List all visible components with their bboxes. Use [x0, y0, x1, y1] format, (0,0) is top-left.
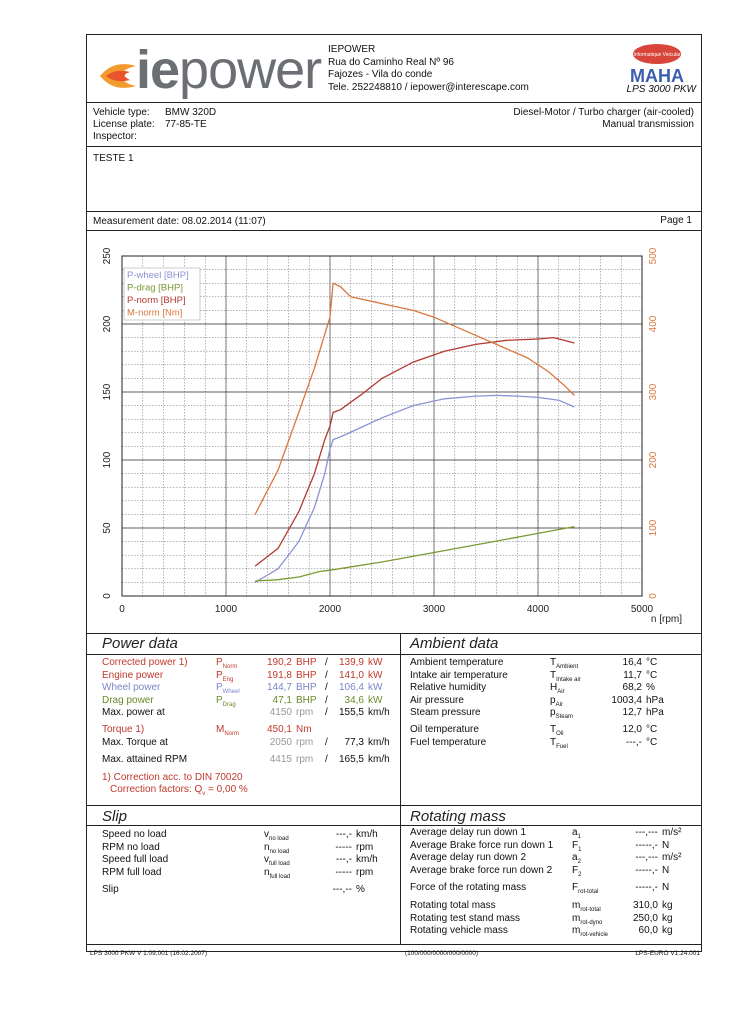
ambient-row-value: ---,- — [625, 736, 642, 748]
rotating-row-label: Rotating total mass — [410, 899, 496, 911]
power-unit: Nm — [296, 723, 312, 735]
rotating-row-value: 310,0 — [632, 899, 658, 911]
power-unit: BHP — [296, 682, 317, 694]
symbol-subscript: 1 — [578, 846, 582, 853]
legend-entry: P-norm [BHP] — [127, 295, 186, 306]
slip-row — [102, 842, 398, 855]
ambient-row — [410, 724, 700, 737]
power-value-2: 34,6 — [344, 694, 364, 706]
power-value: 4150 — [269, 707, 292, 719]
lps-label: LPS 3000 PKW — [626, 84, 696, 95]
symbol: $n_{no load}$ — [264, 841, 290, 855]
legend-entry: P-drag [BHP] — [127, 282, 183, 294]
power-label: Max. Torque at — [102, 736, 168, 748]
power-torque-chart — [86, 232, 702, 632]
separator: / — [325, 754, 328, 766]
slip-row-unit: % — [356, 884, 365, 896]
power-unit-2: kW — [368, 657, 383, 668]
power-label: Torque 1) — [102, 723, 145, 735]
ambient-row-label: Oil temperature — [410, 723, 479, 735]
divider — [86, 825, 702, 826]
iepower-logo — [96, 42, 326, 102]
ambient-row-unit: °C — [646, 669, 658, 681]
power-unit-2: kW — [368, 669, 383, 681]
power-unit: rpm — [296, 707, 314, 719]
slip-row-label: Slip — [102, 884, 119, 896]
symbol: $p_{Air}$ — [550, 694, 563, 708]
power-value-2: 141,0 — [338, 669, 364, 681]
symbol-subscript: full load — [269, 873, 291, 880]
ambient-row — [410, 682, 700, 695]
symbol: $M_{Norm}$ — [216, 723, 240, 737]
correction-factor — [102, 784, 398, 797]
slip-title: Slip — [102, 808, 128, 825]
power-value: 144,7 — [266, 682, 292, 694]
power-value: 190,2 — [266, 657, 292, 668]
power-unit-2: kW — [368, 694, 383, 706]
x-tick-label: 1000 — [214, 604, 238, 615]
ambient-row-value: 1003,4 — [611, 694, 642, 706]
company-contact: Tele. 252248810 / iepower@interescape.com — [328, 81, 529, 93]
symbol-subscript: Ambient — [556, 664, 579, 670]
ambient-row-unit: hPa — [646, 707, 664, 719]
ambient-row-label: Steam pressure — [410, 707, 481, 719]
symbol: $P_{Wheel}$ — [216, 682, 240, 696]
symbol-subscript: Fuel — [556, 743, 568, 750]
slip-row-unit: rpm — [356, 841, 374, 853]
rotating-row-value: ---,--- — [635, 827, 658, 838]
symbol: $T_{Intake air}$ — [550, 669, 581, 683]
rotating-mass-table — [410, 827, 700, 938]
symbol: $F_{rot-total}$ — [572, 882, 599, 896]
power-value: 2050 — [269, 736, 292, 748]
test-name: TESTE 1 — [93, 153, 134, 164]
divider — [86, 805, 702, 806]
power-row — [102, 737, 398, 750]
ambient-row — [410, 670, 700, 683]
symbol: $H_{Air}$ — [550, 682, 565, 696]
symbol: $F_1$ — [572, 839, 582, 853]
correction-note-text: 1) Correction acc. to DIN 70020 — [102, 771, 243, 783]
power-value-2: 106,4 — [338, 682, 364, 694]
slip-row-value: ---,- — [335, 854, 352, 866]
rotating-row-unit: N — [662, 839, 670, 851]
rotating-row-value: -----,- — [635, 882, 658, 894]
y-left-tick-label: 50 — [102, 522, 113, 534]
rotating-row-value: 60,0 — [638, 925, 658, 937]
power-row — [102, 682, 398, 695]
symbol: $T_{Oil}$ — [550, 723, 564, 737]
company-address2: Fajozes - Vila do conde — [328, 69, 433, 80]
slip-row-value: ---,- — [335, 829, 352, 840]
correction-factor-text: Correction factors: $Q_v = 0,00$ % — [110, 784, 248, 798]
rotating-row-unit: m/s² — [662, 827, 682, 838]
x-tick-label: 2000 — [318, 604, 342, 615]
series-line — [255, 527, 574, 581]
symbol-subscript: Air — [555, 701, 563, 708]
legend-entry: M-norm [Nm] — [127, 307, 183, 319]
correction-factor-sub: v — [202, 791, 206, 798]
maha-wordmark: MAHA — [630, 66, 684, 86]
symbol: $a_2$ — [572, 852, 581, 866]
power-unit-2: km/h — [368, 707, 390, 719]
symbol-subscript: Air — [557, 689, 565, 696]
rotating-row-unit: kg — [662, 925, 673, 937]
company-info — [328, 44, 529, 94]
ambient-data-title: Ambient data — [410, 635, 499, 652]
flame-icon — [96, 54, 138, 94]
ambient-row — [410, 695, 700, 708]
logo-wordmark: iepower — [136, 40, 322, 100]
ambient-data-table — [410, 657, 700, 749]
measurement-date: Measurement date: 08.02.2014 (11:07) — [93, 216, 266, 227]
power-unit: BHP — [296, 694, 317, 706]
rotating-row — [410, 913, 700, 926]
power-unit-2: kW — [368, 682, 383, 694]
footer-right: LPS-EURO V1.24.001 — [635, 950, 700, 957]
page-number: Page 1 — [660, 215, 692, 226]
slip-row-unit: rpm — [356, 866, 374, 878]
power-unit: BHP — [296, 669, 317, 681]
slip-row — [102, 867, 398, 880]
ambient-row-unit: °C — [646, 657, 658, 668]
divider — [86, 102, 702, 103]
y-right-tick-label: 200 — [648, 451, 659, 469]
symbol-subscript: Oil — [556, 730, 564, 737]
separator: / — [325, 657, 328, 668]
ambient-row — [410, 707, 700, 720]
symbol-subscript: Drag — [222, 701, 236, 708]
footer-center: (100/000/0000/000/0000) — [405, 950, 479, 957]
rotating-row — [410, 882, 700, 895]
divider — [400, 805, 401, 945]
power-row — [102, 657, 398, 670]
x-tick-label: 5000 — [630, 604, 654, 615]
vehicle-info — [93, 107, 216, 143]
rotating-row — [410, 840, 700, 853]
rotating-row-unit: m/s² — [662, 852, 682, 864]
symbol-subscript: Eng — [222, 676, 234, 683]
x-axis-label: n [rpm] — [650, 614, 682, 625]
slip-row-label: RPM full load — [102, 866, 162, 878]
rotating-row-label: Average delay run down 2 — [410, 852, 527, 864]
symbol-subscript: rot-total — [580, 906, 601, 913]
correction-note — [102, 772, 398, 785]
rotating-row-label: Rotating test stand mass — [410, 912, 521, 924]
divider — [86, 146, 702, 147]
symbol-subscript: full load — [269, 861, 290, 868]
symbol-subscript: Wheel — [222, 689, 240, 696]
rotating-row-unit: kg — [662, 912, 673, 924]
divider — [86, 654, 702, 655]
y-left-tick-label: 100 — [102, 451, 113, 469]
slip-row-value: ----- — [335, 866, 352, 878]
slip-row-value: ----- — [335, 841, 352, 853]
symbol: $F_2$ — [572, 864, 582, 878]
power-unit: rpm — [296, 736, 314, 748]
symbol-subscript: Intake air — [556, 676, 581, 683]
ambient-row-label: Ambient temperature — [410, 657, 504, 668]
footer-left: LPS 3000 PKW V 1.09.001 (16.02.2007) — [90, 950, 208, 957]
x-tick-label: 0 — [119, 604, 125, 615]
slip-row — [102, 829, 398, 842]
vehicle-type-label: Vehicle type: — [93, 107, 150, 118]
symbol-subscript: 2 — [578, 871, 582, 878]
engine-info — [513, 107, 694, 131]
ambient-row-value: 12,0 — [622, 723, 642, 735]
slip-row-label: RPM no load — [102, 841, 160, 853]
ambient-row-value: 11,7 — [623, 669, 642, 681]
ambient-row-unit: °C — [646, 736, 658, 748]
power-value: 4415 — [269, 754, 292, 766]
separator: / — [325, 669, 328, 681]
power-value-2: 139,9 — [338, 657, 364, 668]
rotating-row-label: Average brake force run down 2 — [410, 864, 553, 876]
company-name: IEPOWER — [328, 44, 376, 55]
rotating-row-label: Average delay run down 1 — [410, 827, 527, 838]
power-data-title: Power data — [102, 635, 178, 652]
rotating-row — [410, 900, 700, 913]
series-line — [255, 395, 574, 582]
power-label: Engine power — [102, 669, 164, 681]
rotating-row — [410, 865, 700, 878]
power-label: Corrected power 1) — [102, 657, 188, 668]
ambient-row-label: Air pressure — [410, 694, 464, 706]
symbol: $a_1$ — [572, 827, 581, 840]
power-label: Max. power at — [102, 707, 165, 719]
license-plate-label: License plate: — [93, 119, 155, 130]
slip-row-label: Speed full load — [102, 854, 169, 866]
y-left-tick-label: 150 — [102, 383, 113, 401]
y-left-tick-label: 250 — [102, 247, 113, 265]
symbol: $m_{rot-total}$ — [572, 899, 601, 913]
symbol-subscript: Steam — [555, 714, 573, 721]
rotating-row-value: -----,- — [635, 864, 658, 876]
symbol: $P_{Eng}$ — [216, 669, 234, 683]
divider — [86, 633, 702, 634]
inspector-label: Inspector: — [93, 131, 137, 142]
rotating-row — [410, 852, 700, 865]
series-line — [255, 283, 574, 514]
ambient-row-value: 16,4 — [622, 657, 642, 668]
company-address1: Rua do Caminho Real Nº 96 — [328, 56, 454, 68]
power-unit-2: km/h — [368, 736, 390, 748]
y-right-tick-label: 500 — [648, 247, 659, 265]
power-data-table — [102, 657, 398, 797]
rotating-row-unit: N — [662, 882, 670, 894]
slip-row-unit: km/h — [356, 854, 378, 866]
rotating-row — [410, 827, 700, 840]
symbol-subscript: rot-vehicle — [580, 932, 609, 939]
power-value-2: 165,5 — [338, 754, 364, 766]
power-label: Max. attained RPM — [102, 754, 188, 766]
y-left-tick-label: 0 — [102, 593, 113, 599]
power-unit-2: km/h — [368, 754, 390, 766]
ambient-row-label: Intake air temperature — [410, 669, 508, 681]
symbol-subscript: Norm — [222, 664, 238, 670]
rotating-row-unit: N — [662, 864, 670, 876]
divider — [86, 944, 702, 945]
rotating-row-value: ---,--- — [635, 852, 658, 864]
ambient-row — [410, 657, 700, 670]
power-value: 47,1 — [272, 694, 292, 706]
transmission-type: Manual transmission — [602, 119, 694, 130]
rotating-mass-title: Rotating mass — [410, 808, 506, 825]
vehicle-type-value: BMW 320D — [165, 107, 217, 118]
power-row — [102, 670, 398, 683]
y-right-tick-label: 100 — [648, 519, 659, 537]
rotating-row-unit: kg — [662, 899, 673, 911]
power-row — [102, 754, 398, 767]
ambient-row-label: Relative humidity — [410, 682, 487, 694]
slip-table — [102, 829, 398, 897]
legend-entry: P-wheel [BHP] — [127, 270, 189, 281]
power-row — [102, 707, 398, 720]
ambient-row-unit: % — [646, 682, 655, 694]
symbol: $m_{rot-vehicle}$ — [572, 925, 609, 939]
symbol: $v_{no load}$ — [264, 829, 289, 842]
symbol-subscript: 1 — [577, 834, 581, 840]
y-left-tick-label: 200 — [102, 315, 113, 333]
ambient-row-value: 12,7 — [622, 707, 642, 719]
symbol-subscript: no load — [269, 848, 290, 855]
power-value: 191,8 — [266, 669, 292, 681]
separator: / — [325, 682, 328, 694]
slip-row — [102, 884, 398, 897]
engine-type: Diesel-Motor / Turbo charger (air-cooled) — [513, 107, 694, 118]
rotating-row-label: Force of the rotating mass — [410, 882, 527, 894]
symbol: $m_{rot-dyno}$ — [572, 912, 603, 926]
ambient-row-unit: °C — [646, 723, 658, 735]
symbol-subscript: no load — [269, 836, 289, 842]
power-unit: rpm — [296, 754, 314, 766]
separator: / — [325, 694, 328, 706]
symbol-subscript: 2 — [577, 859, 581, 866]
power-row — [102, 695, 398, 708]
y-right-tick-label: 0 — [648, 593, 659, 599]
separator: / — [325, 707, 328, 719]
power-label: Wheel power — [102, 682, 161, 694]
power-label: Drag power — [102, 694, 154, 706]
symbol: $T_{Ambient}$ — [550, 657, 579, 670]
rotating-row-label: Average Brake force run down 1 — [410, 839, 554, 851]
symbol: $v_{full load}$ — [264, 854, 290, 868]
rotating-row-value: -----,- — [635, 839, 658, 851]
power-row — [102, 724, 398, 737]
divider — [86, 230, 702, 231]
symbol: $P_{Drag}$ — [216, 694, 236, 708]
rotating-row-label: Rotating vehicle mass — [410, 925, 508, 937]
slip-row-label: Speed no load — [102, 829, 167, 840]
power-value-2: 155,5 — [338, 707, 364, 719]
symbol: $p_{Steam}$ — [550, 707, 573, 721]
y-right-tick-label: 300 — [648, 383, 659, 401]
x-tick-label: 3000 — [422, 604, 446, 615]
symbol: $n_{full load}$ — [264, 866, 291, 880]
ambient-row-unit: hPa — [646, 694, 664, 706]
rotating-row — [410, 925, 700, 938]
power-value: 450,1 — [266, 723, 292, 735]
slip-row-unit: km/h — [356, 829, 378, 840]
maha-badge-text: Informatique Veicular — [633, 52, 681, 58]
power-value-2: 77,3 — [344, 736, 364, 748]
symbol-subscript: Norm — [224, 730, 240, 737]
slip-row-value: ---,-- — [332, 884, 352, 896]
divider — [400, 633, 401, 805]
symbol: $T_{Fuel}$ — [550, 736, 568, 750]
rotating-row-value: 250,0 — [632, 912, 658, 924]
power-unit: BHP — [296, 657, 317, 668]
symbol-subscript: rot-total — [578, 889, 599, 896]
slip-row — [102, 854, 398, 867]
license-plate-value: 77-85-TE — [165, 119, 207, 130]
symbol-subscript: rot-dyno — [580, 919, 603, 926]
x-tick-label: 4000 — [526, 604, 550, 615]
ambient-row-label: Fuel temperature — [410, 736, 487, 748]
y-right-tick-label: 400 — [648, 315, 659, 333]
ambient-row — [410, 737, 700, 750]
divider — [86, 211, 702, 212]
symbol: $P_{Norm}$ — [216, 657, 238, 670]
separator: / — [325, 736, 328, 748]
ambient-row-value: 68,2 — [622, 682, 642, 694]
